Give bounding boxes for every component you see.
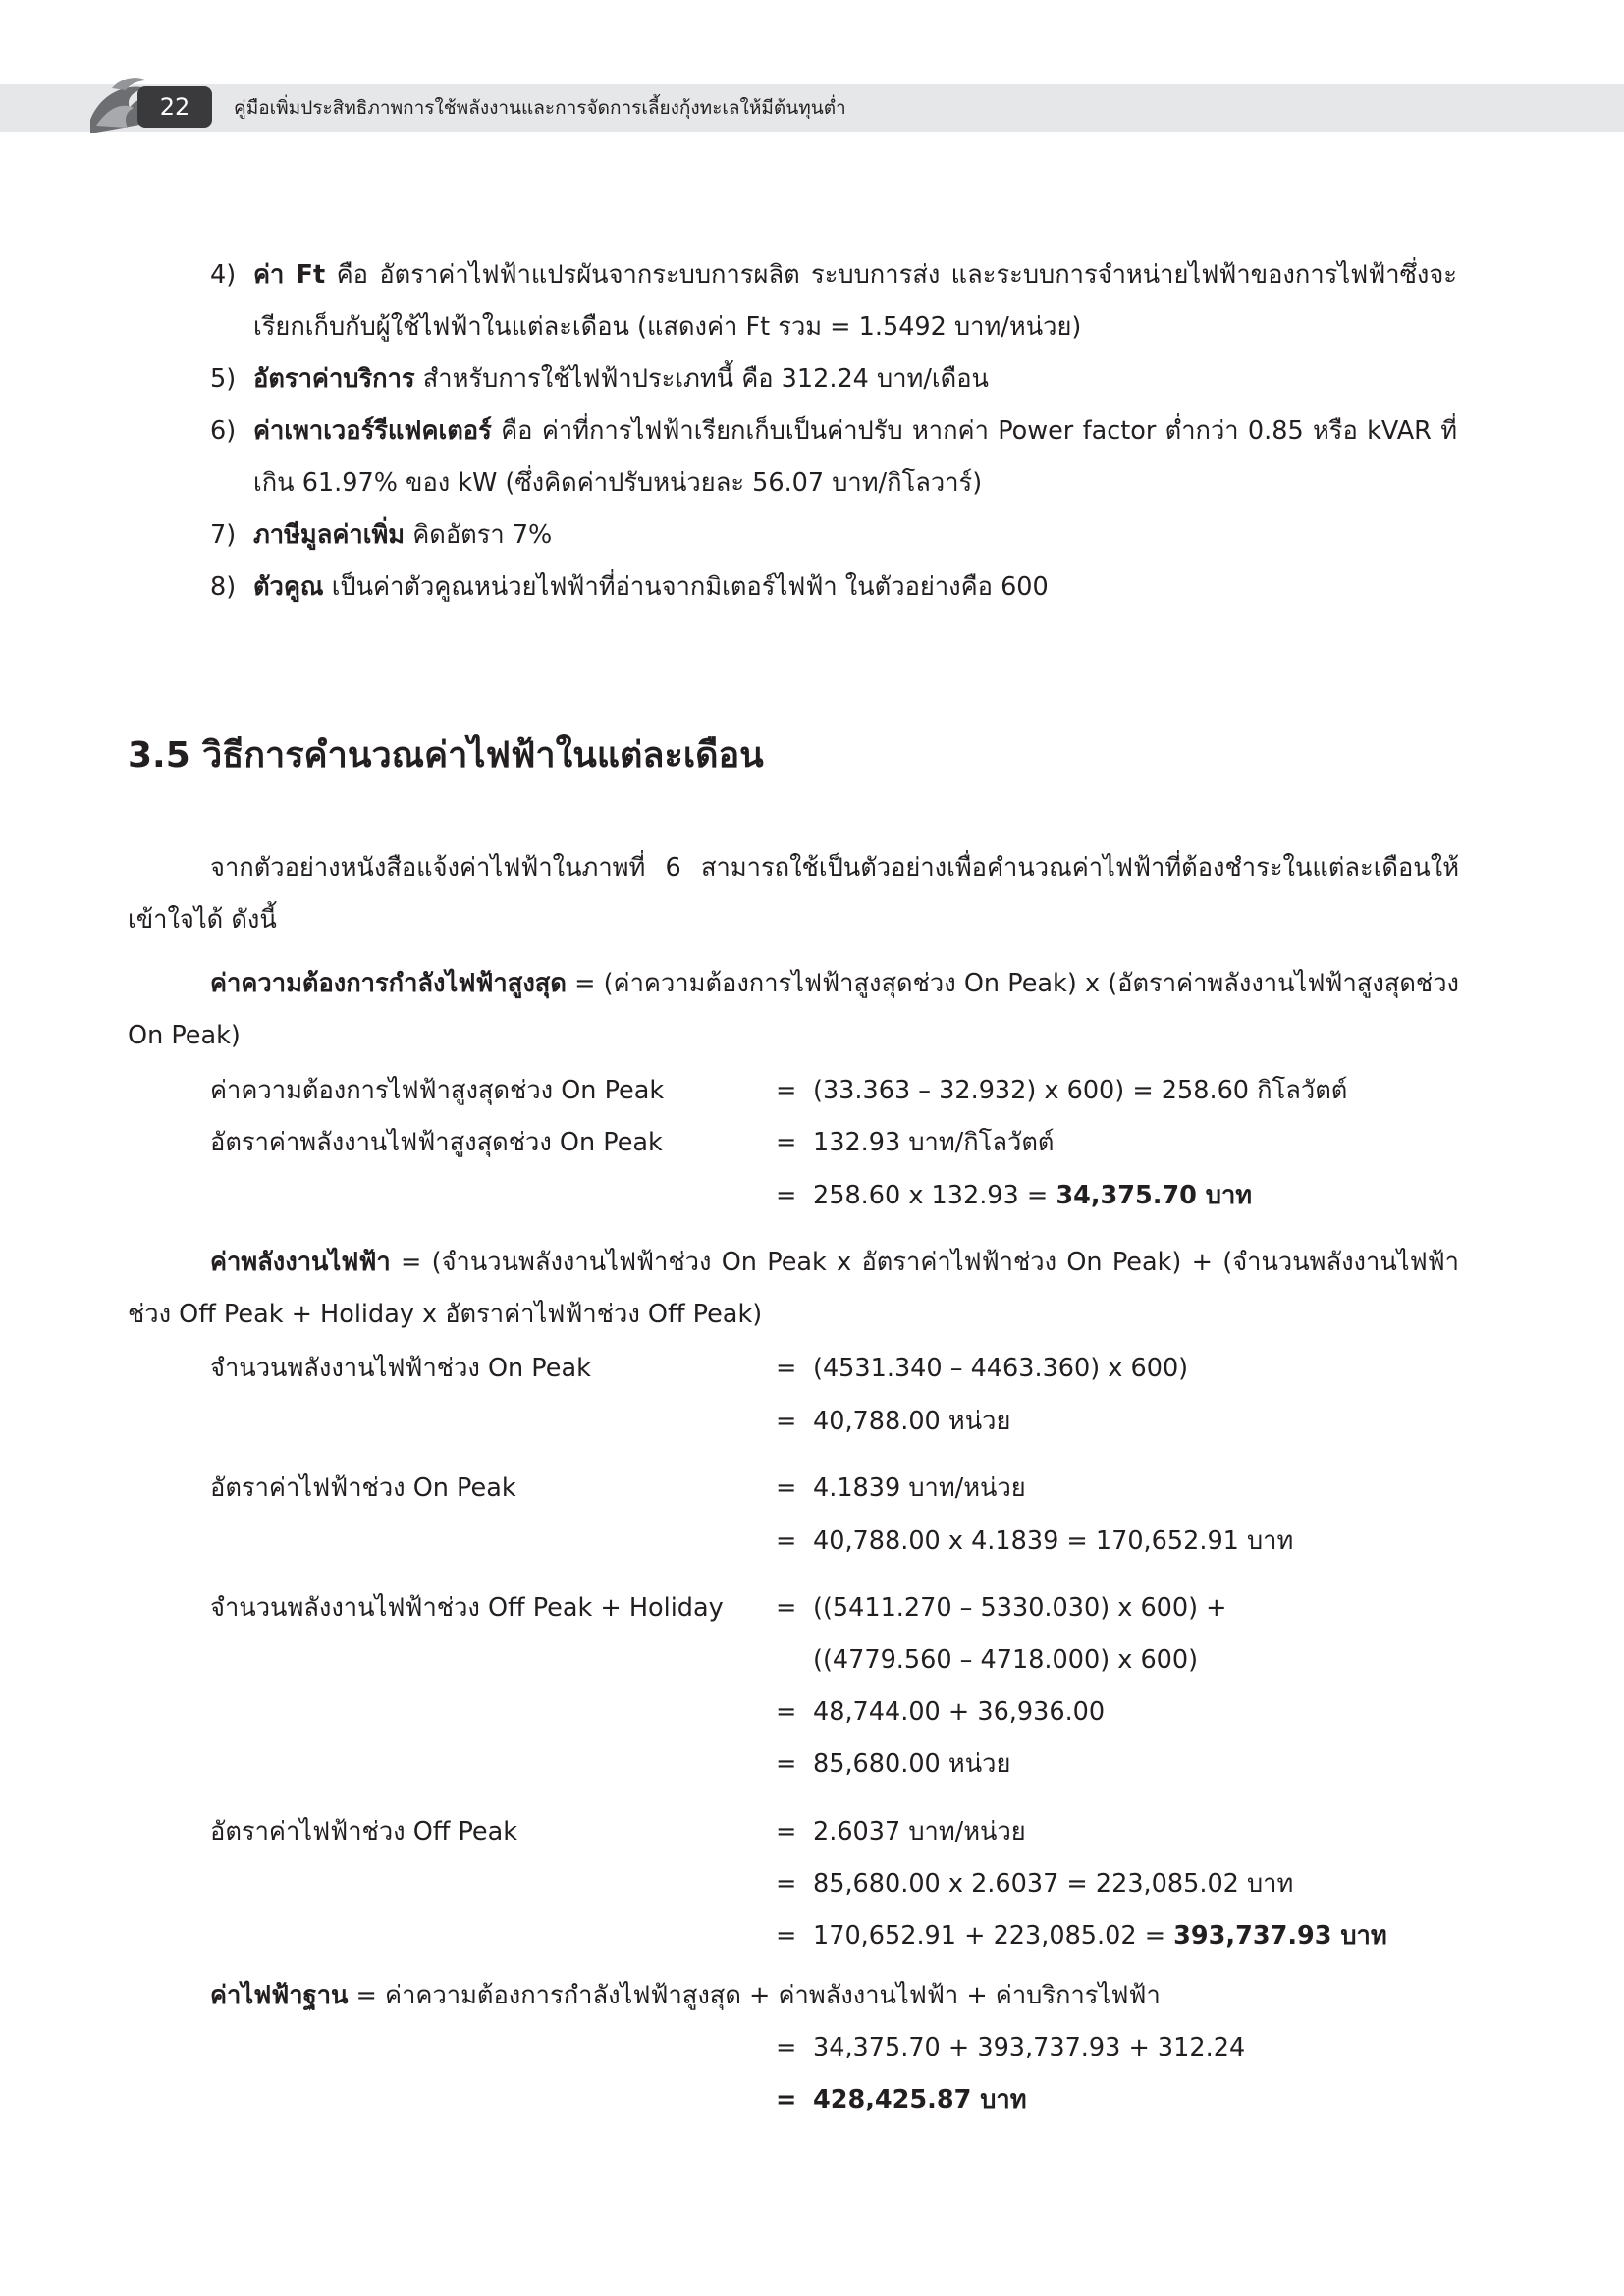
base-formula-text: = ค่าความต้องการกำลังไฟฟ้าสูงสุด + ค่าพลังงานไฟฟ้า + ค่าบริการไฟฟ้า xyxy=(348,1981,1161,2010)
base-total-value: 428,425.87 บาท xyxy=(813,2085,1027,2114)
equals-sign: = xyxy=(776,1473,797,1503)
energy-label-2: อัตราค่าไฟฟ้าช่วง On Peak xyxy=(210,1473,516,1503)
section-number: 3.5 xyxy=(128,735,190,775)
equals-sign: = xyxy=(776,1181,797,1210)
list-text: คิดอัตรา 7% xyxy=(405,520,553,550)
demand-value-2: 132.93 บาท/กิโลวัตต์ xyxy=(813,1128,1055,1157)
list-number: 4) xyxy=(210,260,237,290)
demand-result-expr: 258.60 x 132.93 = xyxy=(813,1181,1056,1210)
base-total xyxy=(813,2074,1027,2126)
running-header-title: คู่มือเพิ่มประสิทธิภาพการใช้พลังงานและการจัดการเลี้ยงกุ้งทะเลให้มีต้นทุนต่ำ xyxy=(234,97,846,119)
list-item xyxy=(210,561,1457,614)
energy-value-1a: (4531.340 – 4463.360) x 600) xyxy=(813,1354,1189,1383)
demand-label-1: ค่าความต้องการไฟฟ้าสูงสุดช่วง On Peak xyxy=(210,1076,665,1105)
energy-value-3a: ((5411.270 – 5330.030) x 600) + xyxy=(813,1593,1227,1623)
equals-sign: = xyxy=(776,2033,797,2062)
demand-formula-text: = (ค่าความต้องการไฟฟ้าสูงสุดช่วง On Peak) x (อัตราค่าพลังงานไฟฟ้าสูงสุดช่วง On Peak) xyxy=(128,969,1459,1050)
energy-value-1b: 40,788.00 หน่วย xyxy=(813,1407,1011,1436)
numbered-list xyxy=(210,249,1457,614)
list-term: ค่า Ft xyxy=(253,260,326,290)
equals-sign: = xyxy=(776,1128,797,1157)
section-heading xyxy=(128,730,764,781)
demand-value-1: (33.363 – 32.932) x 600) = 258.60 กิโลวัตต์ xyxy=(813,1076,1348,1105)
energy-result-total: 393,737.93 บาท xyxy=(1173,1921,1387,1950)
list-term: ค่าเพาเวอร์รีแฟคเตอร์ xyxy=(253,416,492,446)
list-text: เป็นค่าตัวคูณหน่วยไฟฟ้าที่อ่านจากมิเตอร์ไฟฟ้า ในตัวอย่างคือ 600 xyxy=(323,572,1049,602)
energy-label-4: อัตราค่าไฟฟ้าช่วง Off Peak xyxy=(210,1817,517,1846)
list-item xyxy=(210,509,1457,561)
energy-formula-text: = (จำนวนพลังงานไฟฟ้าช่วง On Peak x อัตราค่าไฟฟ้าช่วง On Peak) + (จำนวนพลังงานไฟฟ้าช่วง Off Peak + Holiday x อัตราค่าไฟฟ้าช่วง Off Peak) xyxy=(128,1248,1459,1329)
energy-value-3c: 48,744.00 + 36,936.00 xyxy=(813,1697,1106,1727)
list-number: 6) xyxy=(210,416,237,446)
intro-paragraph: จากตัวอย่างหนังสือแจ้งค่าไฟฟ้าในภาพที่ 6 สามารถใช้เป็นตัวอย่างเพื่อคำนวณค่าไฟฟ้าที่ต้องชำระในแต่ละเดือนให้เข้าใจได้ ดังนี้ xyxy=(128,853,1459,934)
list-term: อัตราค่าบริการ xyxy=(253,364,415,394)
equals-sign: = xyxy=(776,1526,797,1556)
energy-label-3: จำนวนพลังงานไฟฟ้าช่วง Off Peak + Holiday xyxy=(210,1593,724,1623)
list-text: คือ อัตราค่าไฟฟ้าแปรผันจากระบบการผลิต ระบบการส่ง และระบบการจำหน่ายไฟฟ้าของการไฟฟ้าซึ่งจะเรียกเก็บกับผู้ใช้ไฟฟ้าในแต่ละเดือน (แสดงค่า Ft รวม = 1.5492 บาท/หน่วย) xyxy=(253,260,1457,342)
list-number: 7) xyxy=(210,520,237,550)
list-number: 8) xyxy=(210,572,237,602)
list-text: สำหรับการใช้ไฟฟ้าประเภทนี้ คือ 312.24 บาท/เดือน xyxy=(414,364,989,394)
demand-result xyxy=(813,1170,1252,1222)
energy-label-1: จำนวนพลังงานไฟฟ้าช่วง On Peak xyxy=(210,1354,591,1383)
section-title: วิธีการคำนวณค่าไฟฟ้าในแต่ละเดือน xyxy=(202,735,764,775)
list-item xyxy=(210,405,1457,509)
energy-formula xyxy=(128,1237,1459,1341)
equals-sign-bold: = xyxy=(776,2085,797,2114)
equals-sign: = xyxy=(776,1697,797,1727)
page-number: 22 xyxy=(137,86,212,128)
energy-value-3d: 85,680.00 หน่วย xyxy=(813,1749,1011,1779)
list-text: คือ ค่าที่การไฟฟ้าเรียกเก็บเป็นค่าปรับ หากค่า Power factor ต่ำกว่า 0.85 หรือ kVAR ที่เกิน 61.97% ของ kW (ซึ่งคิดค่าปรับหน่วยละ 56.07 บาท/กิโลวาร์) xyxy=(253,416,1457,498)
list-term: ตัวคูณ xyxy=(253,572,324,602)
energy-value-2a: 4.1839 บาท/หน่วย xyxy=(813,1473,1026,1503)
energy-term: ค่าพลังงานไฟฟ้า xyxy=(210,1248,391,1277)
equals-sign: = xyxy=(776,1407,797,1436)
energy-result-expr: 170,652.91 + 223,085.02 = xyxy=(813,1921,1174,1950)
demand-formula xyxy=(128,958,1459,1062)
energy-value-2b: 40,788.00 x 4.1839 = 170,652.91 บาท xyxy=(813,1526,1294,1556)
list-item xyxy=(210,353,1457,405)
equals-sign: = xyxy=(776,1354,797,1383)
energy-result xyxy=(813,1910,1387,1962)
equals-sign: = xyxy=(776,1749,797,1779)
list-number: 5) xyxy=(210,364,237,394)
equals-sign: = xyxy=(776,1076,797,1105)
demand-label-2: อัตราค่าพลังงานไฟฟ้าสูงสุดช่วง On Peak xyxy=(210,1128,663,1157)
equals-sign: = xyxy=(776,1869,797,1898)
base-value-1: 34,375.70 + 393,737.93 + 312.24 xyxy=(813,2033,1246,2062)
equals-sign: = xyxy=(776,1593,797,1623)
energy-value-3b: ((4779.560 – 4718.000) x 600) xyxy=(813,1645,1199,1675)
equals-sign: = xyxy=(776,1921,797,1950)
base-term: ค่าไฟฟ้าฐาน xyxy=(210,1981,349,2010)
demand-term: ค่าความต้องการกำลังไฟฟ้าสูงสุด xyxy=(210,969,567,998)
base-formula xyxy=(128,1970,1459,2022)
list-term: ภาษีมูลค่าเพิ่ม xyxy=(253,520,406,550)
list-item xyxy=(210,249,1457,353)
equals-sign xyxy=(776,2074,796,2126)
equals-sign: = xyxy=(776,1817,797,1846)
demand-result-total: 34,375.70 บาท xyxy=(1056,1181,1253,1210)
energy-value-4b: 85,680.00 x 2.6037 = 223,085.02 บาท xyxy=(813,1869,1294,1898)
energy-value-4a: 2.6037 บาท/หน่วย xyxy=(813,1817,1026,1846)
